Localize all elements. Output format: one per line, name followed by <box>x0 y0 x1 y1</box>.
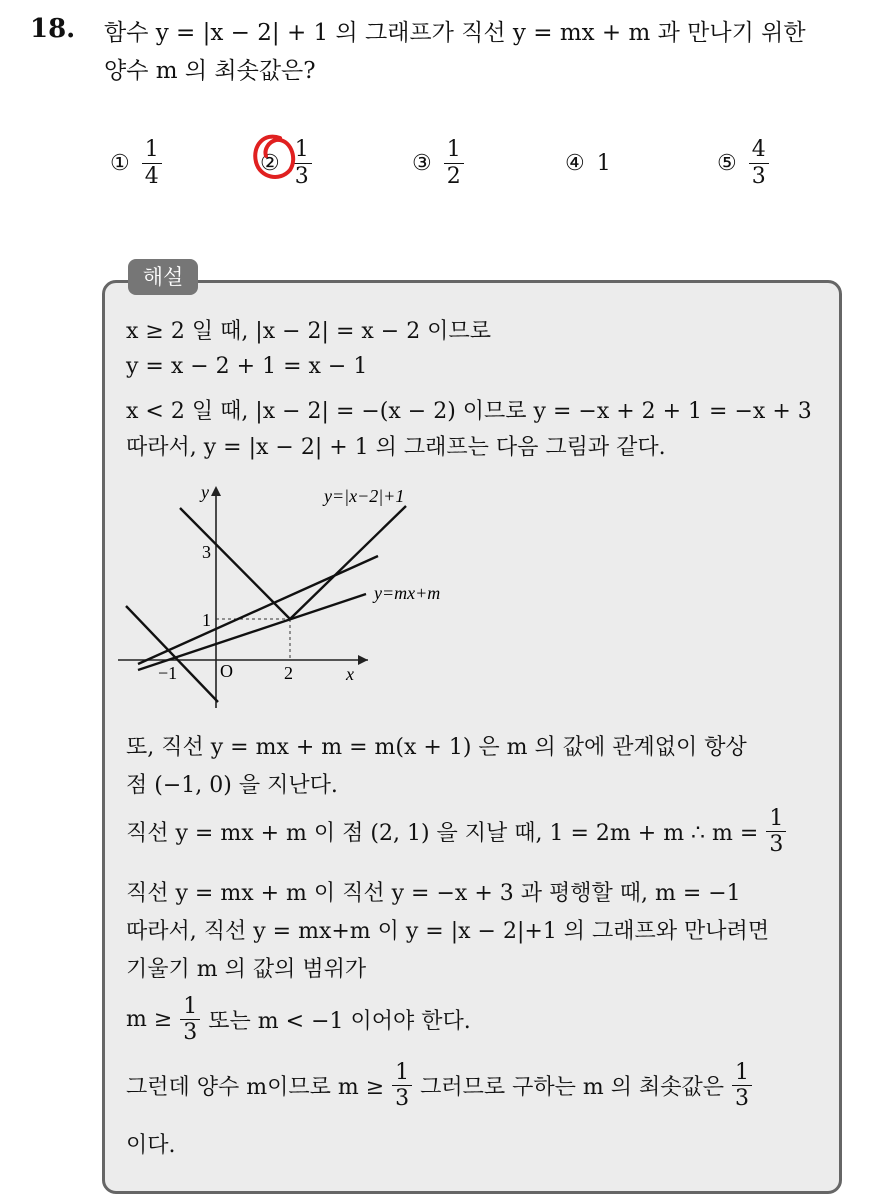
choice-5[interactable] <box>717 128 769 198</box>
solution-fraction-3-den: 3 <box>395 1086 410 1112</box>
solution-fraction-3 <box>392 1060 412 1112</box>
tick-label-neg1: −1 <box>158 663 178 683</box>
tick-label-1: 1 <box>202 610 211 630</box>
answer-choices <box>110 128 850 198</box>
choice-1-denominator: 4 <box>144 163 159 189</box>
choice-3[interactable] <box>412 128 464 198</box>
solution-line-12-b: 그러므로 구하는 m 의 최솟값은 <box>420 1075 725 1101</box>
y-axis-label: y <box>201 482 209 502</box>
graph-abs-curve <box>180 506 406 619</box>
choice-1-fraction <box>142 137 162 189</box>
solution-line-8: 직선 y = mx + m 이 직선 y = −x + 3 과 평행할 때, m = −1 <box>126 881 741 906</box>
choice-4-value: 1 <box>596 150 611 176</box>
solution-line-9: 따라서, 직선 y = mx+m 이 y = |x − 2|+1 의 그래프와 만나려면 <box>126 919 770 944</box>
solution-fraction-3-num: 1 <box>392 1060 412 1086</box>
choice-2-numerator: 1 <box>292 137 312 163</box>
question-line-1: 함수 y = |x − 2| + 1 의 그래프가 직선 y = mx + m 과 만나기 위한 <box>104 20 806 46</box>
question-text <box>104 14 864 90</box>
solution-fraction-4-num: 1 <box>732 1060 752 1086</box>
solution-fraction-4-den: 3 <box>735 1086 750 1112</box>
choice-3-numerator: 1 <box>444 137 464 163</box>
solution-line-11-a: m ≥ <box>126 1007 173 1033</box>
solution-line-7 <box>126 806 786 858</box>
choice-4-number: ④ <box>565 150 585 176</box>
choice-2-denominator: 3 <box>294 163 309 189</box>
solution-line-7-text: 직선 y = mx + m 이 점 (2, 1) 을 지날 때, 1 = 2m + m ∴ m = <box>126 821 759 847</box>
line-label: y=mx+m <box>374 583 441 603</box>
choice-5-denominator: 3 <box>751 163 766 189</box>
choice-1-numerator: 1 <box>142 137 162 163</box>
tick-label-2: 2 <box>284 663 293 683</box>
origin-label: O <box>220 661 233 681</box>
solution-line-12-a: 그런데 양수 m이므로 m ≥ <box>126 1075 385 1101</box>
solution-fraction-4 <box>732 1060 752 1112</box>
solution-line-3: x < 2 일 때, |x − 2| = −(x − 2) 이므로 y = −x + 2 + 1 = −x + 3 <box>126 399 812 424</box>
choice-2-number: ② <box>260 150 280 176</box>
choice-1-number: ① <box>110 150 130 176</box>
solution-line-4: 따라서, y = |x − 2| + 1 의 그래프는 다음 그림과 같다. <box>126 435 666 460</box>
solution-graph <box>118 478 478 708</box>
solution-line-12 <box>126 1060 752 1112</box>
solution-line-11-b: 또는 m < −1 이어야 한다. <box>208 1009 471 1035</box>
solution-fraction-1-num: 1 <box>766 806 786 832</box>
solution-line-1: x ≥ 2 일 때, |x − 2| = x − 2 이므로 <box>126 319 491 344</box>
choice-5-number: ⑤ <box>717 150 737 176</box>
choice-5-numerator: 4 <box>749 137 769 163</box>
answer-circle-mark <box>250 130 298 186</box>
solution-line-6: 점 (−1, 0) 을 지난다. <box>126 773 338 798</box>
line-m-steeper <box>138 556 378 664</box>
tick-label-3: 3 <box>202 542 211 562</box>
solution-line-11 <box>126 994 471 1046</box>
solution-line-5: 또, 직선 y = mx + m = m(x + 1) 은 m 의 값에 관계없이 항상 <box>126 735 747 760</box>
choice-1[interactable] <box>110 128 162 198</box>
choice-5-fraction <box>749 137 769 189</box>
solution-line-13: 이다. <box>126 1133 176 1158</box>
choice-3-fraction <box>444 137 464 189</box>
x-axis-label: x <box>346 664 354 684</box>
choice-4[interactable] <box>565 128 611 198</box>
solution-line-2: y = x − 2 + 1 = x − 1 <box>126 354 368 379</box>
solution-fraction-1-den: 3 <box>769 832 784 858</box>
solution-tag: 해설 <box>128 259 198 295</box>
question-number: 18. <box>30 14 76 44</box>
solution-fraction-1 <box>766 806 786 858</box>
solution-line-10: 기울기 m 의 값의 범위가 <box>126 957 367 982</box>
solution-fraction-2 <box>180 994 200 1046</box>
x-axis-arrow <box>358 655 368 665</box>
line-m-one-third <box>138 594 366 670</box>
choice-3-denominator: 2 <box>446 163 461 189</box>
question-line-2: 양수 m 의 최솟값은? <box>104 58 316 84</box>
solution-fraction-2-den: 3 <box>183 1020 198 1046</box>
curve-label: y=|x−2|+1 <box>324 486 405 506</box>
choice-3-number: ③ <box>412 150 432 176</box>
y-axis-arrow <box>211 486 221 496</box>
solution-fraction-2-num: 1 <box>180 994 200 1020</box>
